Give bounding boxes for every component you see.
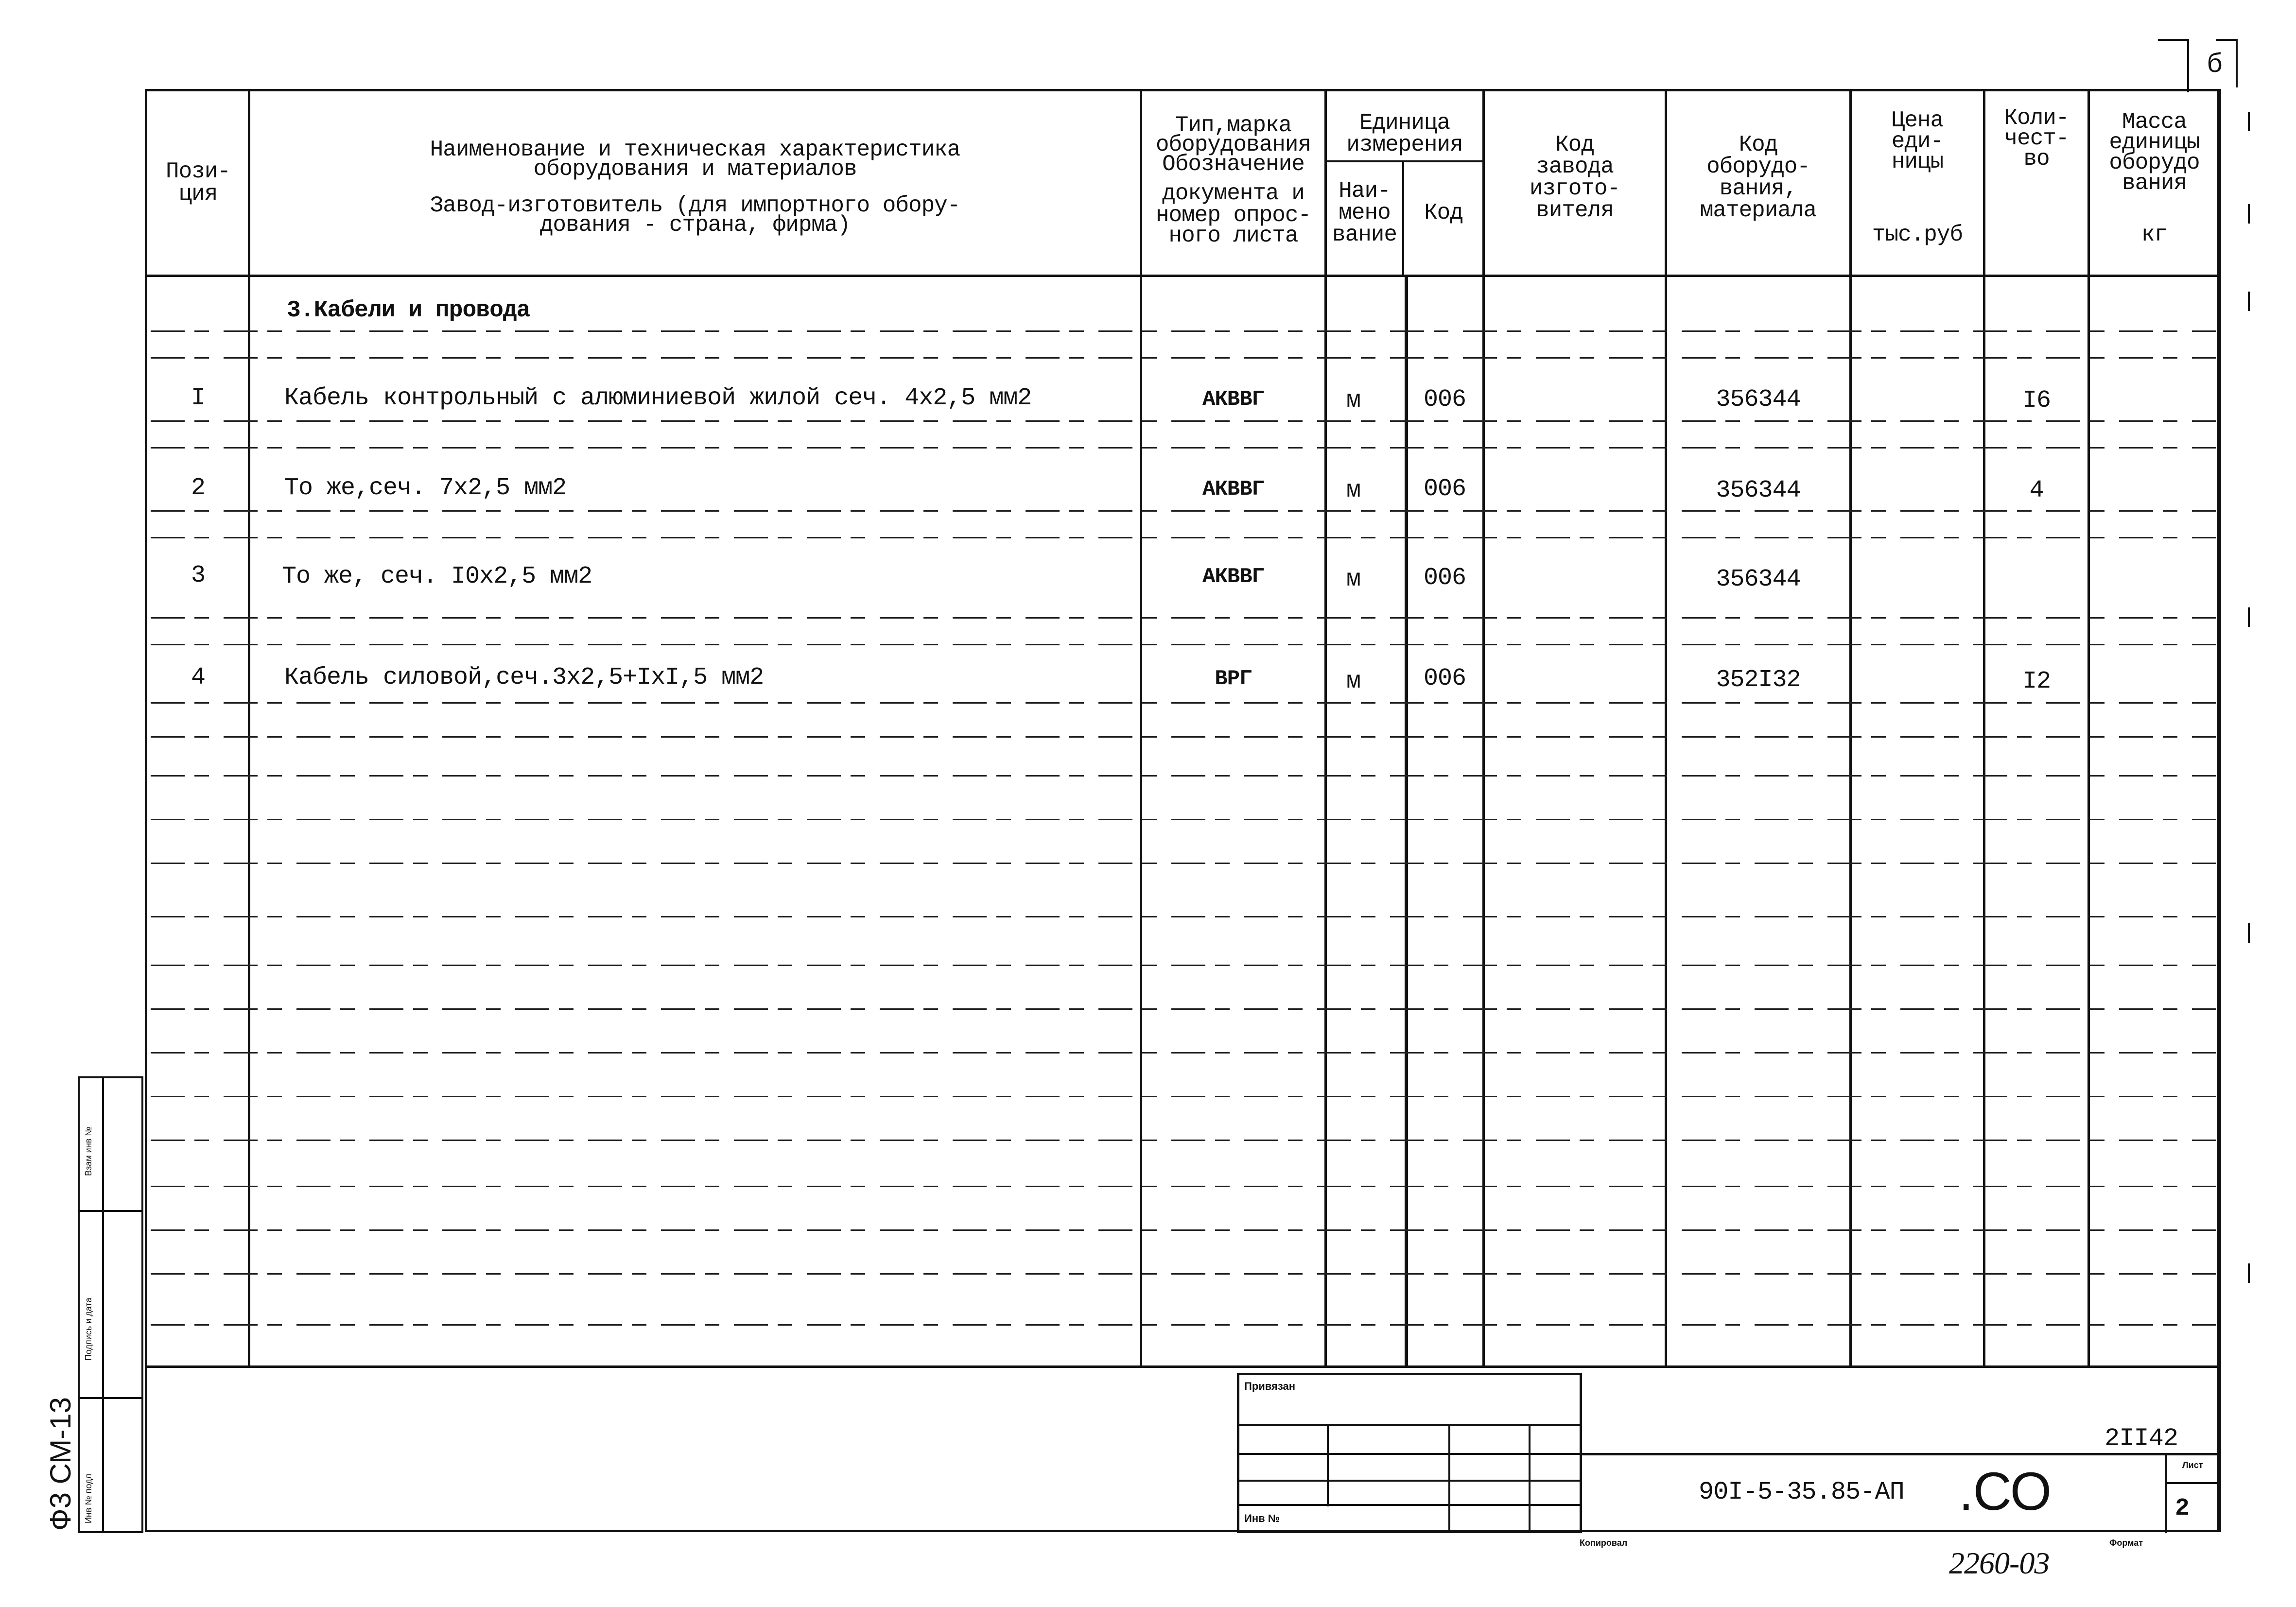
row-name: Кабель контрольный с алюминиевой жилой сеч. 4х2,5 мм2: [284, 384, 1032, 412]
side-inv-podl: Инв № подл: [84, 1473, 93, 1523]
header-name-line3: Завод-изготовитель (для импортного обору-: [430, 193, 960, 218]
row-qty: 4: [2029, 477, 2044, 504]
header-name-line4: дования - страна, фирма): [539, 212, 851, 238]
header-unit-name1: Наи-: [1339, 178, 1391, 204]
section-title: 3.Кабели и провода: [287, 297, 530, 324]
header-equip-code3: вания,: [1719, 176, 1797, 201]
header-unit-title2: измерения: [1346, 132, 1463, 157]
header-price4: тыс.руб: [1872, 222, 1963, 247]
header-qty1: Коли-: [2004, 105, 2069, 131]
header-mass1: Масса: [2122, 109, 2187, 135]
header-unit-code: Код: [1424, 200, 1463, 225]
row-equip-code: 356344: [1716, 566, 1801, 593]
header-unit-name3: вание: [1332, 222, 1397, 247]
header-price1: Цена: [1891, 108, 1944, 133]
row-qty: I6: [2022, 387, 2051, 415]
title-suffix: .СО: [1959, 1462, 2052, 1521]
header-price3: ницы: [1891, 149, 1944, 174]
row-unit-code: 006: [1423, 386, 1466, 414]
header-equip-code2: оборудо-: [1706, 154, 1810, 179]
row-name: Кабель силовой,сеч.3х2,5+IхI,5 мм2: [284, 664, 764, 691]
row-unit: м: [1346, 668, 1361, 695]
title-inv-no: Инв №: [1244, 1512, 1280, 1524]
header-mass4: вания: [2122, 171, 2187, 196]
row-type: АКВВГ: [1202, 565, 1265, 589]
header-type-line2: оборудования: [1155, 132, 1311, 157]
header-plant-code3: изгото-: [1529, 176, 1620, 201]
row-equip-code: 356344: [1716, 386, 1801, 414]
header-mass5: кг: [2141, 222, 2168, 247]
row-unit: м: [1346, 477, 1361, 504]
header-plant-code2: завода: [1536, 154, 1614, 179]
header-name-line2: оборудования и материалов: [533, 156, 857, 182]
side-form-code: Ф3 СМ-13: [44, 1397, 77, 1531]
header-unit-name2: мено: [1339, 200, 1391, 225]
title-designation: 90I-5-35.85-АП: [1699, 1478, 1904, 1506]
header-name-line1: Наименование и техническая характеристика: [430, 137, 960, 162]
header-type-line5: номер опрос-: [1155, 203, 1311, 228]
header-mass3: оборудо: [2109, 150, 2200, 175]
sheet-corner-mark: б: [2207, 49, 2223, 80]
row-type: АКВВГ: [1202, 477, 1265, 501]
header-position: Пози- ция: [165, 159, 231, 207]
header-equip-code1: Код: [1739, 132, 1778, 157]
title-handwritten-code: 2260-03: [1949, 1546, 2050, 1580]
header-type-line1: Тип,марка: [1175, 113, 1292, 138]
row-unit: м: [1346, 566, 1361, 593]
title-sheet-number: 2: [2175, 1495, 2190, 1522]
row-qty: I2: [2022, 668, 2051, 695]
title-sheet-label: Лист: [2182, 1460, 2203, 1470]
header-type-line4: документа и: [1162, 181, 1305, 206]
row-type: ВРГ: [1215, 667, 1252, 691]
row-position: 2: [191, 474, 205, 502]
header-qty3: во: [2023, 146, 2050, 172]
row-position: I: [191, 384, 205, 412]
header-qty2: чест-: [2004, 126, 2069, 151]
row-unit-code: 006: [1423, 665, 1466, 692]
row-name: То же, сеч. I0х2,5 мм2: [282, 563, 592, 590]
row-unit: м: [1346, 387, 1361, 415]
row-equip-code: 356344: [1716, 477, 1801, 504]
title-doc-number: 2II42: [2105, 1424, 2178, 1453]
side-vzam-inv: Взам инв №: [84, 1126, 93, 1176]
header-unit-title1: Единица: [1359, 110, 1450, 136]
title-privyazan: Привязан: [1244, 1380, 1296, 1392]
header-price2: еди-: [1891, 129, 1944, 154]
row-name: То же,сеч. 7х2,5 мм2: [284, 474, 567, 502]
title-kopiroval: Копировал: [1580, 1538, 1628, 1548]
row-position: 3: [191, 562, 205, 589]
header-type-line6: ного листа: [1168, 223, 1298, 248]
header-plant-code1: Код: [1555, 132, 1594, 157]
row-type: АКВВГ: [1202, 387, 1265, 412]
header-plant-code4: вителя: [1536, 198, 1614, 223]
side-podpis: Подпись и дата: [84, 1297, 93, 1361]
row-position: 4: [191, 664, 205, 691]
header-mass2: единицы: [2109, 130, 2200, 155]
row-unit-code: 006: [1423, 564, 1466, 592]
row-unit-code: 006: [1423, 475, 1466, 503]
title-format: Формат: [2109, 1538, 2143, 1548]
row-equip-code: 352I32: [1716, 666, 1801, 694]
header-type-line3: Обозначение: [1162, 152, 1305, 177]
header-equip-code4: материала: [1700, 198, 1817, 223]
